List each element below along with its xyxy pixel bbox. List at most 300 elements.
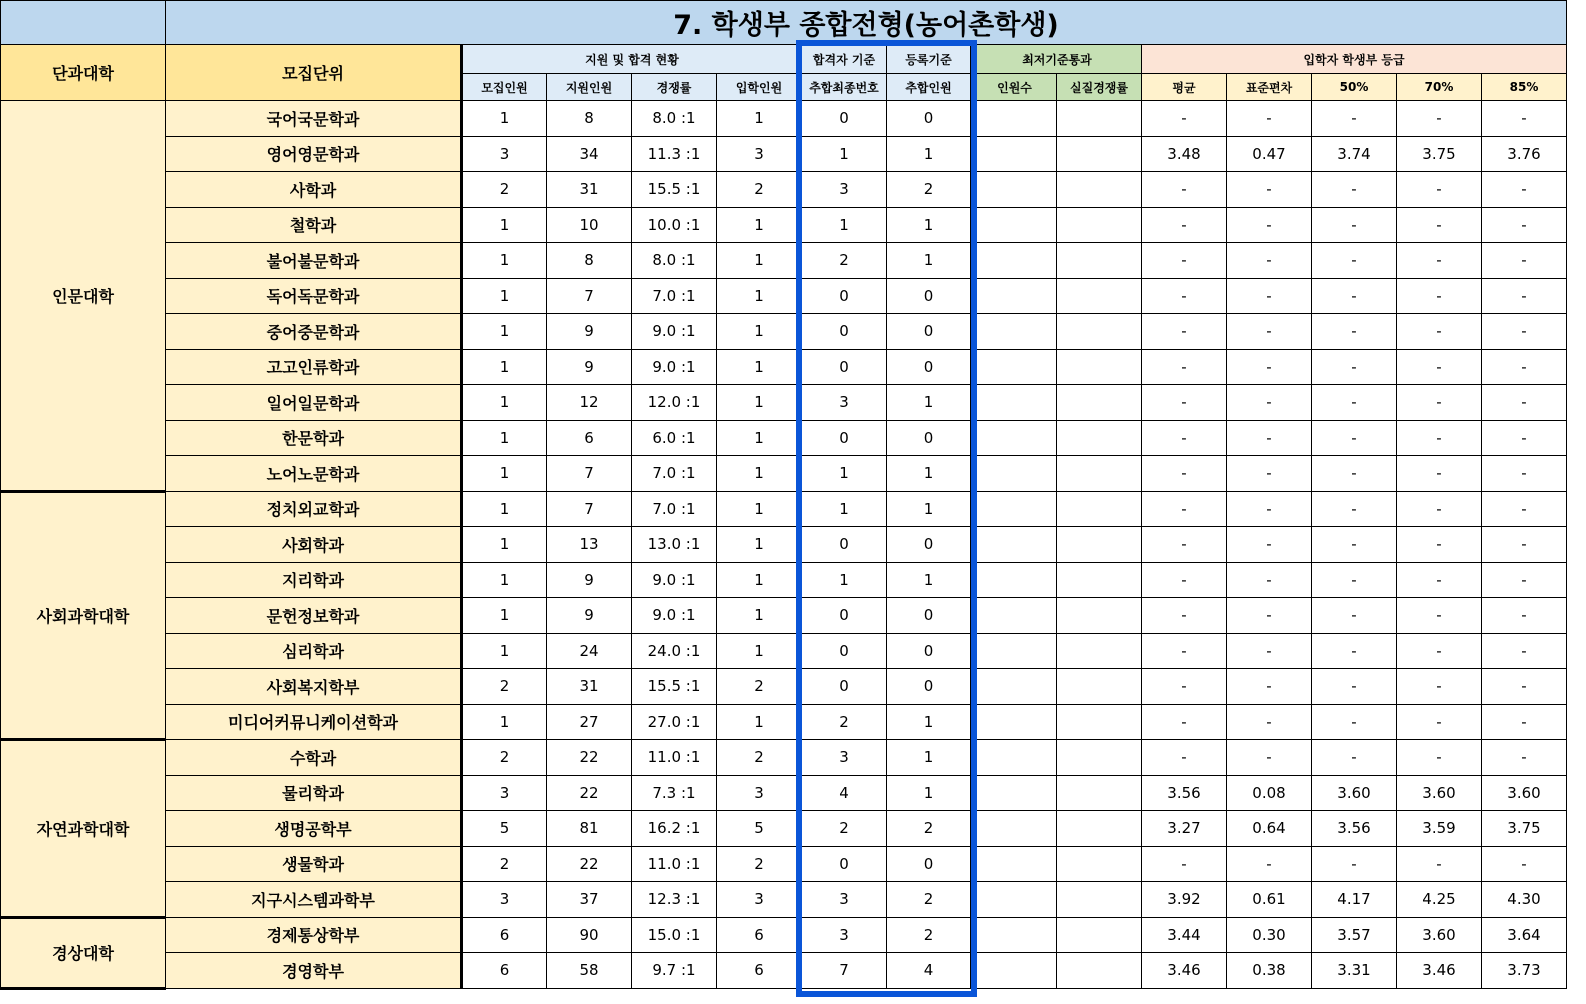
college-cell: 경상대학 [1, 917, 166, 988]
cell-p85: - [1482, 598, 1567, 634]
cell-average: - [1142, 740, 1227, 776]
cell-p85: 4.30 [1482, 882, 1567, 918]
cell-applicants: 27 [547, 704, 632, 740]
cell-p50: - [1312, 846, 1397, 882]
subheader-p85: 85% [1482, 74, 1567, 101]
cell-real-ratio [1057, 420, 1142, 456]
cell-waitlist-count: 0 [887, 278, 972, 314]
cell-average: 3.92 [1142, 882, 1227, 918]
cell-stddev: - [1227, 527, 1312, 563]
cell-recruit: 1 [462, 527, 547, 563]
cell-average: - [1142, 527, 1227, 563]
cell-p50: - [1312, 101, 1397, 137]
dept-cell: 한문학과 [166, 420, 462, 456]
cell-passed-count [972, 136, 1057, 172]
cell-ratio: 13.0 :1 [632, 527, 717, 563]
cell-admitted: 1 [717, 598, 802, 634]
table-row [1, 172, 1567, 208]
cell-admitted: 1 [717, 207, 802, 243]
cell-recruit: 1 [462, 633, 547, 669]
cell-admitted: 3 [717, 136, 802, 172]
cell-admitted: 1 [717, 349, 802, 385]
cell-real-ratio [1057, 740, 1142, 776]
cell-stddev: - [1227, 314, 1312, 350]
cell-average: - [1142, 101, 1227, 137]
table-row [1, 882, 1567, 918]
cell-stddev: - [1227, 349, 1312, 385]
cell-recruit: 6 [462, 953, 547, 989]
cell-p85: - [1482, 385, 1567, 421]
dept-cell: 생물학과 [166, 846, 462, 882]
cell-p70: - [1397, 669, 1482, 705]
table-row [1, 243, 1567, 279]
cell-ratio: 27.0 :1 [632, 704, 717, 740]
cell-waitlist-count: 1 [887, 775, 972, 811]
cell-real-ratio [1057, 101, 1142, 137]
subheader-admitted: 입학인원 [717, 74, 802, 101]
cell-p70: - [1397, 456, 1482, 492]
cell-last-waitlist: 1 [802, 136, 887, 172]
cell-recruit: 2 [462, 846, 547, 882]
cell-average: - [1142, 704, 1227, 740]
cell-ratio: 15.0 :1 [632, 917, 717, 953]
cell-last-waitlist: 4 [802, 775, 887, 811]
cell-average: - [1142, 491, 1227, 527]
subheader-stddev: 표준편차 [1227, 74, 1312, 101]
cell-passed-count [972, 917, 1057, 953]
cell-p50: - [1312, 349, 1397, 385]
cell-p85: - [1482, 172, 1567, 208]
cell-waitlist-count: 0 [887, 846, 972, 882]
cell-admitted: 3 [717, 775, 802, 811]
cell-stddev: - [1227, 740, 1312, 776]
cell-p50: - [1312, 207, 1397, 243]
cell-applicants: 7 [547, 491, 632, 527]
cell-p85: - [1482, 704, 1567, 740]
cell-admitted: 1 [717, 101, 802, 137]
cell-waitlist-count: 0 [887, 314, 972, 350]
cell-admitted: 1 [717, 314, 802, 350]
cell-p70: - [1397, 491, 1482, 527]
cell-p50: - [1312, 243, 1397, 279]
cell-real-ratio [1057, 491, 1142, 527]
subheader-average: 평균 [1142, 74, 1227, 101]
cell-p85: 3.76 [1482, 136, 1567, 172]
cell-waitlist-count: 2 [887, 882, 972, 918]
table-row [1, 669, 1567, 705]
cell-stddev: - [1227, 243, 1312, 279]
cell-p50: 3.31 [1312, 953, 1397, 989]
cell-admitted: 3 [717, 882, 802, 918]
cell-recruit: 2 [462, 172, 547, 208]
cell-p70: - [1397, 314, 1482, 350]
cell-recruit: 1 [462, 243, 547, 279]
cell-stddev: 0.08 [1227, 775, 1312, 811]
cell-last-waitlist: 0 [802, 527, 887, 563]
cell-p50: - [1312, 527, 1397, 563]
cell-average: - [1142, 456, 1227, 492]
dept-cell: 문헌정보학과 [166, 598, 462, 634]
cell-applicants: 8 [547, 101, 632, 137]
cell-real-ratio [1057, 598, 1142, 634]
cell-average: - [1142, 562, 1227, 598]
page-title: 7. 학생부 종합전형(농어촌학생) [166, 1, 1567, 45]
cell-admitted: 2 [717, 669, 802, 705]
cell-applicants: 9 [547, 314, 632, 350]
cell-waitlist-count: 1 [887, 385, 972, 421]
cell-passed-count [972, 456, 1057, 492]
cell-real-ratio [1057, 207, 1142, 243]
cell-applicants: 8 [547, 243, 632, 279]
cell-admitted: 1 [717, 633, 802, 669]
cell-last-waitlist: 1 [802, 562, 887, 598]
subheader-real-ratio: 실질경쟁률 [1057, 74, 1142, 101]
cell-last-waitlist: 0 [802, 101, 887, 137]
cell-average: - [1142, 314, 1227, 350]
cell-p70: 4.25 [1397, 882, 1482, 918]
cell-p50: - [1312, 385, 1397, 421]
cell-passed-count [972, 349, 1057, 385]
cell-applicants: 9 [547, 598, 632, 634]
cell-p85: - [1482, 420, 1567, 456]
cell-passed-count [972, 385, 1057, 421]
cell-ratio: 9.0 :1 [632, 562, 717, 598]
cell-last-waitlist: 0 [802, 669, 887, 705]
cell-p70: - [1397, 243, 1482, 279]
dept-cell: 영어영문학과 [166, 136, 462, 172]
cell-p70: 3.60 [1397, 917, 1482, 953]
cell-waitlist-count: 2 [887, 172, 972, 208]
cell-passed-count [972, 101, 1057, 137]
cell-passed-count [972, 491, 1057, 527]
cell-recruit: 3 [462, 775, 547, 811]
cell-recruit: 3 [462, 882, 547, 918]
table-row [1, 562, 1567, 598]
cell-p50: - [1312, 491, 1397, 527]
cell-p85: - [1482, 101, 1567, 137]
cell-p70: - [1397, 172, 1482, 208]
cell-real-ratio [1057, 704, 1142, 740]
cell-recruit: 6 [462, 917, 547, 953]
cell-admitted: 1 [717, 278, 802, 314]
cell-passed-count [972, 633, 1057, 669]
cell-last-waitlist: 1 [802, 456, 887, 492]
cell-waitlist-count: 2 [887, 811, 972, 847]
dept-cell: 사학과 [166, 172, 462, 208]
cell-last-waitlist: 0 [802, 278, 887, 314]
cell-applicants: 7 [547, 456, 632, 492]
cell-applicants: 12 [547, 385, 632, 421]
cell-ratio: 15.5 :1 [632, 669, 717, 705]
cell-recruit: 1 [462, 207, 547, 243]
cell-stddev: - [1227, 420, 1312, 456]
cell-average: - [1142, 420, 1227, 456]
cell-p85: - [1482, 491, 1567, 527]
cell-admitted: 6 [717, 917, 802, 953]
cell-p70: - [1397, 704, 1482, 740]
cell-passed-count [972, 278, 1057, 314]
cell-last-waitlist: 2 [802, 704, 887, 740]
cell-average: - [1142, 598, 1227, 634]
table-row [1, 917, 1567, 953]
cell-p70: - [1397, 527, 1482, 563]
cell-recruit: 3 [462, 136, 547, 172]
cell-average: - [1142, 207, 1227, 243]
header-college: 단과대학 [1, 45, 166, 101]
cell-recruit: 1 [462, 704, 547, 740]
cell-passed-count [972, 420, 1057, 456]
cell-passed-count [972, 172, 1057, 208]
cell-real-ratio [1057, 243, 1142, 279]
cell-applicants: 31 [547, 172, 632, 208]
cell-waitlist-count: 0 [887, 598, 972, 634]
cell-average: - [1142, 278, 1227, 314]
cell-average: - [1142, 172, 1227, 208]
cell-stddev: - [1227, 278, 1312, 314]
cell-admitted: 1 [717, 420, 802, 456]
cell-p85: 3.73 [1482, 953, 1567, 989]
cell-p85: - [1482, 349, 1567, 385]
cell-last-waitlist: 3 [802, 882, 887, 918]
dept-cell: 지구시스템과학부 [166, 882, 462, 918]
cell-passed-count [972, 314, 1057, 350]
table-row [1, 846, 1567, 882]
cell-real-ratio [1057, 917, 1142, 953]
dept-cell: 노어노문학과 [166, 456, 462, 492]
header-unit: 모집단위 [166, 45, 462, 101]
cell-recruit: 2 [462, 669, 547, 705]
dept-cell: 생명공학부 [166, 811, 462, 847]
cell-p85: - [1482, 243, 1567, 279]
header-pass-basis: 합격자 기준 [802, 45, 887, 74]
cell-admitted: 6 [717, 953, 802, 989]
cell-ratio: 12.3 :1 [632, 882, 717, 918]
cell-p50: - [1312, 669, 1397, 705]
cell-real-ratio [1057, 775, 1142, 811]
cell-ratio: 7.0 :1 [632, 456, 717, 492]
dept-cell: 독어독문학과 [166, 278, 462, 314]
cell-p70: 3.46 [1397, 953, 1482, 989]
cell-real-ratio [1057, 882, 1142, 918]
cell-ratio: 11.0 :1 [632, 846, 717, 882]
cell-p50: - [1312, 278, 1397, 314]
cell-p50: - [1312, 704, 1397, 740]
header-min-criteria: 최저기준통과 [972, 45, 1142, 74]
cell-p85: - [1482, 314, 1567, 350]
cell-applicants: 7 [547, 278, 632, 314]
dept-cell: 사회학과 [166, 527, 462, 563]
cell-applicants: 22 [547, 775, 632, 811]
cell-ratio: 7.3 :1 [632, 775, 717, 811]
cell-p85: 3.60 [1482, 775, 1567, 811]
cell-stddev: 0.30 [1227, 917, 1312, 953]
cell-last-waitlist: 7 [802, 953, 887, 989]
cell-waitlist-count: 1 [887, 136, 972, 172]
cell-applicants: 9 [547, 562, 632, 598]
cell-average: 3.46 [1142, 953, 1227, 989]
cell-passed-count [972, 527, 1057, 563]
cell-p85: - [1482, 846, 1567, 882]
cell-waitlist-count: 0 [887, 633, 972, 669]
cell-stddev: 0.38 [1227, 953, 1312, 989]
cell-ratio: 8.0 :1 [632, 243, 717, 279]
cell-waitlist-count: 0 [887, 420, 972, 456]
cell-ratio: 9.0 :1 [632, 349, 717, 385]
cell-real-ratio [1057, 278, 1142, 314]
subheader-last-waitlist: 추합최종번호 [802, 74, 887, 101]
cell-real-ratio [1057, 136, 1142, 172]
college-cell: 사회과학대학 [1, 491, 166, 740]
cell-admitted: 2 [717, 172, 802, 208]
cell-p50: 4.17 [1312, 882, 1397, 918]
cell-real-ratio [1057, 562, 1142, 598]
table-row [1, 527, 1567, 563]
cell-admitted: 1 [717, 491, 802, 527]
cell-waitlist-count: 1 [887, 243, 972, 279]
header-enroll-basis: 등록기준 [887, 45, 972, 74]
cell-ratio: 11.3 :1 [632, 136, 717, 172]
cell-p70: - [1397, 598, 1482, 634]
cell-p50: 3.74 [1312, 136, 1397, 172]
cell-stddev: 0.61 [1227, 882, 1312, 918]
cell-last-waitlist: 3 [802, 385, 887, 421]
cell-admitted: 1 [717, 243, 802, 279]
cell-p85: 3.75 [1482, 811, 1567, 847]
cell-last-waitlist: 3 [802, 917, 887, 953]
cell-admitted: 2 [717, 846, 802, 882]
cell-p85: 3.64 [1482, 917, 1567, 953]
cell-p70: - [1397, 101, 1482, 137]
cell-applicants: 6 [547, 420, 632, 456]
cell-p70: - [1397, 349, 1482, 385]
college-cell: 자연과학대학 [1, 740, 166, 918]
cell-p70: 3.59 [1397, 811, 1482, 847]
cell-applicants: 58 [547, 953, 632, 989]
cell-p70: - [1397, 740, 1482, 776]
cell-ratio: 24.0 :1 [632, 633, 717, 669]
cell-applicants: 10 [547, 207, 632, 243]
table-row [1, 740, 1567, 776]
cell-waitlist-count: 1 [887, 207, 972, 243]
cell-average: 3.56 [1142, 775, 1227, 811]
cell-ratio: 6.0 :1 [632, 420, 717, 456]
cell-stddev: 0.47 [1227, 136, 1312, 172]
title-corner [1, 1, 166, 45]
cell-stddev: - [1227, 172, 1312, 208]
cell-real-ratio [1057, 456, 1142, 492]
cell-real-ratio [1057, 385, 1142, 421]
cell-real-ratio [1057, 314, 1142, 350]
table-row [1, 775, 1567, 811]
cell-stddev: - [1227, 846, 1312, 882]
cell-average: 3.48 [1142, 136, 1227, 172]
cell-p85: - [1482, 207, 1567, 243]
cell-average: - [1142, 669, 1227, 705]
cell-passed-count [972, 243, 1057, 279]
table-row [1, 101, 1567, 137]
subheader-ratio: 경쟁률 [632, 74, 717, 101]
cell-last-waitlist: 0 [802, 314, 887, 350]
cell-passed-count [972, 669, 1057, 705]
cell-stddev: - [1227, 207, 1312, 243]
dept-cell: 일어일문학과 [166, 385, 462, 421]
cell-ratio: 9.7 :1 [632, 953, 717, 989]
cell-waitlist-count: 0 [887, 669, 972, 705]
cell-recruit: 1 [462, 420, 547, 456]
cell-ratio: 11.0 :1 [632, 740, 717, 776]
cell-admitted: 2 [717, 740, 802, 776]
dept-cell: 불어불문학과 [166, 243, 462, 279]
header-support-group: 지원 및 합격 현황 [462, 45, 802, 74]
cell-p70: - [1397, 562, 1482, 598]
cell-stddev: - [1227, 598, 1312, 634]
cell-p70: - [1397, 385, 1482, 421]
cell-p50: - [1312, 314, 1397, 350]
cell-passed-count [972, 953, 1057, 989]
cell-p70: - [1397, 633, 1482, 669]
table-row [1, 811, 1567, 847]
cell-waitlist-count: 1 [887, 562, 972, 598]
cell-passed-count [972, 207, 1057, 243]
cell-waitlist-count: 2 [887, 917, 972, 953]
cell-waitlist-count: 0 [887, 101, 972, 137]
cell-average: - [1142, 633, 1227, 669]
cell-admitted: 1 [717, 456, 802, 492]
cell-last-waitlist: 0 [802, 349, 887, 385]
table-row [1, 420, 1567, 456]
cell-last-waitlist: 1 [802, 491, 887, 527]
dept-cell: 경제통상학부 [166, 917, 462, 953]
cell-waitlist-count: 1 [887, 704, 972, 740]
header-grade-group: 입학자 학생부 등급 [1142, 45, 1567, 74]
dept-cell: 고고인류학과 [166, 349, 462, 385]
cell-p50: - [1312, 633, 1397, 669]
subheader-waitlist-count: 추합인원 [887, 74, 972, 101]
cell-recruit: 1 [462, 491, 547, 527]
cell-ratio: 9.0 :1 [632, 314, 717, 350]
cell-waitlist-count: 1 [887, 456, 972, 492]
cell-average: 3.27 [1142, 811, 1227, 847]
cell-applicants: 9 [547, 349, 632, 385]
cell-waitlist-count: 0 [887, 527, 972, 563]
cell-p70: 3.75 [1397, 136, 1482, 172]
cell-ratio: 12.0 :1 [632, 385, 717, 421]
cell-recruit: 1 [462, 456, 547, 492]
cell-ratio: 7.0 :1 [632, 278, 717, 314]
table-row [1, 314, 1567, 350]
dept-cell: 국어국문학과 [166, 101, 462, 137]
cell-applicants: 31 [547, 669, 632, 705]
cell-ratio: 10.0 :1 [632, 207, 717, 243]
table-row [1, 953, 1567, 989]
dept-cell: 중어중문학과 [166, 314, 462, 350]
dept-cell: 사회복지학부 [166, 669, 462, 705]
table-row [1, 207, 1567, 243]
dept-cell: 경영학부 [166, 953, 462, 989]
cell-p50: - [1312, 562, 1397, 598]
cell-p85: - [1482, 456, 1567, 492]
cell-admitted: 5 [717, 811, 802, 847]
cell-p50: - [1312, 598, 1397, 634]
cell-last-waitlist: 2 [802, 243, 887, 279]
cell-ratio: 9.0 :1 [632, 598, 717, 634]
cell-p50: 3.56 [1312, 811, 1397, 847]
subheader-recruit: 모집인원 [462, 74, 547, 101]
cell-p50: - [1312, 420, 1397, 456]
cell-real-ratio [1057, 811, 1142, 847]
cell-real-ratio [1057, 172, 1142, 208]
cell-p85: - [1482, 740, 1567, 776]
